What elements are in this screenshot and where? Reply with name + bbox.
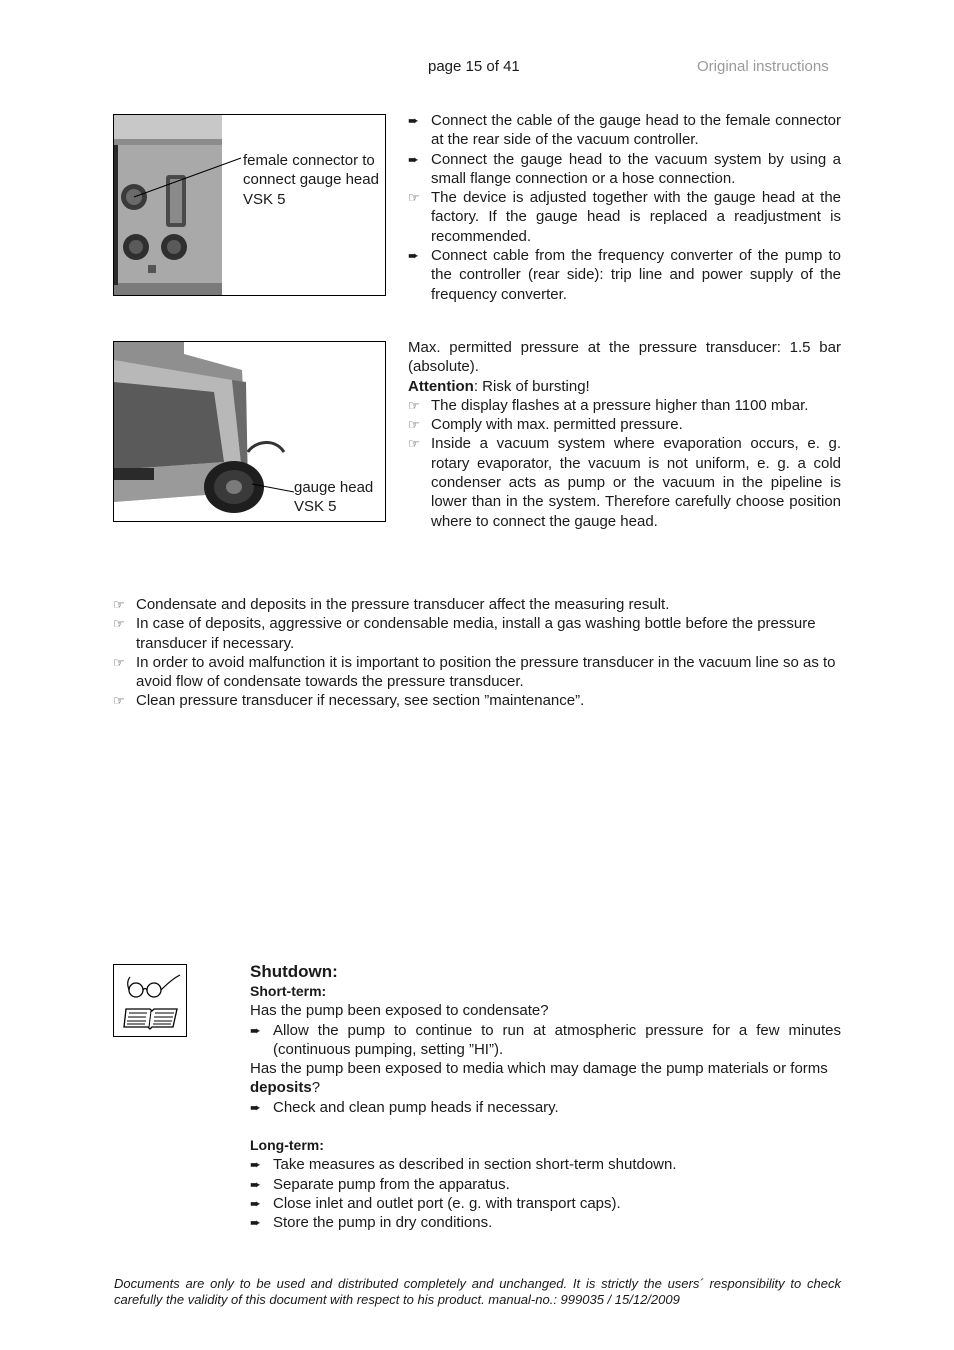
short-term-question-1: Has the pump been exposed to condensate? (250, 1002, 549, 1020)
shutdown-title: Shutdown: (250, 962, 338, 981)
long-term-heading: Long-term: (250, 1137, 324, 1154)
footer-disclaimer: Documents are only to be used and distributed completely and unchanged. It is strictly the users´ responsibility to check carefully the validity of this document with respect to his product. manual-no.: 999035 / 15/12/2009 (114, 1276, 841, 1307)
list-item: ☞ Clean pressure transducer if necessary, see section ”maintenance”. (113, 692, 585, 710)
list-item: ☞ In case of deposits, aggressive or condensable media, install a gas washing bottle before the pressure transducer if necessary. (113, 615, 816, 652)
section-condensate (113, 595, 841, 711)
figure1-label-line1: female connector to (243, 152, 375, 169)
list-item: ☞ Inside a vacuum system where evaporation occurs, e. g. rotary evaporator, the vacuum is not uniform, e. g. a cold condenser acts as pump or the vacuum in the pipeline is lower than in the system. Therefore carefully choose position where to connect the gauge head. (408, 435, 841, 530)
short-term-list-1 (250, 1021, 841, 1060)
arrow-icon: ➨ (408, 113, 419, 128)
arrow-icon: ➨ (250, 1195, 261, 1211)
short-term-question-2: Has the pump been exposed to media which may damage the pump materials or forms deposits? (250, 1060, 828, 1097)
list-item: ☞ Condensate and deposits in the pressure transducer affect the measuring result. (113, 596, 670, 613)
pointing-hand-icon: ☞ (408, 436, 420, 452)
attention-line (408, 377, 841, 396)
figure2-label-line1: gauge head (294, 479, 374, 496)
list-item: ➨ Allow the pump to continue to run at atmospheric pressure for a few minutes (continuous pumping, setting ”HI”). (250, 1021, 841, 1058)
list-item: ➨ Check and clean pump heads if necessary. (250, 1098, 559, 1116)
pointing-hand-icon: ☞ (113, 616, 125, 632)
figure1-label-line3: VSK 5 (243, 190, 286, 208)
short-term-list-2 (250, 1098, 841, 1117)
list-item: ➨ Take measures as described in section short-term shutdown. (250, 1156, 677, 1174)
pointing-hand-icon: ☞ (113, 654, 125, 670)
arrow-icon: ➨ (250, 1215, 261, 1231)
read-manual-icon-box (113, 964, 187, 1037)
list-item: ☞ In order to avoid malfunction it is important to position the pressure transducer in the vacuum line so as to avoid flow of condensate towards the pressure transducer. (113, 653, 836, 691)
arrow-icon: ➨ (408, 248, 419, 264)
arrow-icon: ➨ (250, 1157, 261, 1173)
figure2-label-line2: VSK 5 (294, 498, 337, 516)
list-item: ➨ Connect the cable of the gauge head to the female connector at the rear side of the vacuum controller. (408, 112, 841, 149)
arrow-icon: ➨ (250, 1022, 261, 1038)
section-max-pressure (408, 338, 841, 531)
arrow-icon: ➨ (408, 151, 419, 167)
long-term-list (250, 1155, 841, 1232)
figure-gauge-head (113, 341, 386, 522)
pointing-hand-icon: ☞ (113, 597, 125, 612)
read-manual-icon (114, 965, 186, 1036)
list-item: ➨ Close inlet and outlet port (e. g. with transport caps). (250, 1194, 621, 1212)
arrow-icon: ➨ (250, 1176, 261, 1192)
list-item: ☞ The display flashes at a pressure higher than 1100 mbar. (408, 396, 809, 414)
attention-text: : Risk of bursting! (473, 377, 590, 395)
condensate-list (113, 595, 841, 711)
pointing-hand-icon: ☞ (408, 417, 420, 433)
arrow-icon: ➨ (250, 1099, 261, 1115)
list-item: ➨ Connect cable from the frequency converter of the pump to the controller (rear side): trip line and power supply of the frequency converter. (408, 247, 841, 303)
connection-list (408, 111, 841, 304)
section-shutdown (250, 961, 841, 1233)
pressure-notes-list (408, 396, 841, 531)
pointing-hand-icon: ☞ (408, 190, 420, 206)
original-instructions-label: Original instructions (697, 58, 829, 75)
list-item: ➨ Separate pump from the apparatus. (250, 1175, 510, 1193)
pointing-hand-icon: ☞ (408, 397, 420, 413)
short-term-heading: Short-term: (250, 983, 327, 999)
section-connection (408, 111, 841, 304)
attention-label: Attention (408, 377, 474, 395)
list-item: ➨ Connect the gauge head to the vacuum system by using a small flange connection or a hose connection. (408, 150, 841, 187)
figure-rear-connector (113, 114, 386, 296)
page-number: page 15 of 41 (428, 58, 520, 75)
max-pressure-intro: Max. permitted pressure at the pressure transducer: 1.5 bar (absolute). (408, 339, 841, 376)
list-item: ☞ The device is adjusted together with the gauge head at the factory. If the gauge head is replaced a readjustment is recommended. (408, 189, 841, 245)
list-item: ➨ Store the pump in dry conditions. (250, 1214, 493, 1232)
figure1-label-line2: connect gauge head (243, 171, 379, 189)
list-item: ☞ Comply with max. permitted pressure. (408, 416, 683, 434)
pointing-hand-icon: ☞ (113, 693, 125, 709)
